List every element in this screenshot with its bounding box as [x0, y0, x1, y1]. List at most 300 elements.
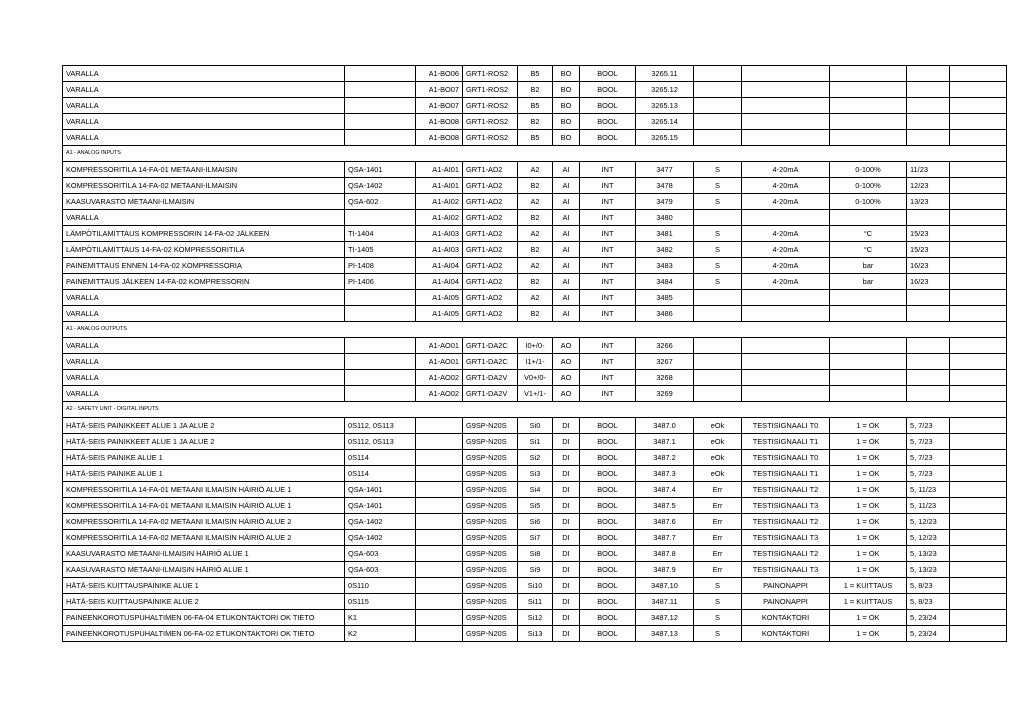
table-cell-col-12: 13/23: [907, 194, 950, 210]
table-cell-col-10: 4-20mA: [742, 162, 830, 178]
table-cell-col-12: 5, 7/23: [907, 466, 950, 482]
table-cell-col-6: BO: [553, 130, 580, 146]
table-cell-col-7: BOOL: [580, 578, 636, 594]
table-cell-col-3: A1-AI02: [416, 210, 463, 226]
table-cell-col-4: GRT1-AD2: [463, 162, 518, 178]
table-row: [63, 434, 1007, 450]
table-cell-col-1: HÄTÄ-SEIS PAINIKE ALUE 1: [63, 466, 345, 482]
table-cell-col-8: 3477: [636, 162, 694, 178]
table-cell-col-5: Si13: [518, 626, 553, 642]
table-cell-col-9: [694, 114, 742, 130]
table-body: [63, 66, 1007, 642]
table-cell-col-4: G9SP-N20S: [463, 498, 518, 514]
table-cell-col-11: bar: [830, 258, 907, 274]
table-cell-col-3: [416, 610, 463, 626]
table-cell-col-8: 3487.2: [636, 450, 694, 466]
table-cell-col-13: [950, 274, 1007, 290]
table-cell-col-12: [907, 82, 950, 98]
table-cell-col-5: A2: [518, 258, 553, 274]
table-cell-col-9: Err: [694, 498, 742, 514]
table-cell-col-13: [950, 226, 1007, 242]
table-cell-col-11: 1 = OK: [830, 530, 907, 546]
table-cell-col-8: 3484: [636, 274, 694, 290]
table-cell-col-2: QSA-603: [345, 546, 416, 562]
table-cell-col-2: 0S114: [345, 450, 416, 466]
table-cell-col-10: TESTISIGNAALI T0: [742, 418, 830, 434]
table-cell-col-7: BOOL: [580, 498, 636, 514]
table-cell-col-2: [345, 370, 416, 386]
table-cell-col-4: GRT1-ROS2: [463, 98, 518, 114]
table-cell-col-12: 12/23: [907, 178, 950, 194]
table-cell-col-6: BO: [553, 114, 580, 130]
table-cell-col-9: eOk: [694, 418, 742, 434]
table-row: [63, 226, 1007, 242]
table-cell-col-13: [950, 466, 1007, 482]
table-cell-col-7: BOOL: [580, 98, 636, 114]
table-cell-col-12: 5, 7/23: [907, 450, 950, 466]
table-cell-col-7: BOOL: [580, 418, 636, 434]
table-cell-col-1: KOMPRESSORITILA 14-FA-02 METAANI ILMAISIN HÄIRIÖ ALUE 2: [63, 514, 345, 530]
table-cell-col-13: [950, 514, 1007, 530]
table-cell-col-8: 3487.7: [636, 530, 694, 546]
table-cell-col-11: 0-100%: [830, 194, 907, 210]
table-cell-col-7: INT: [580, 242, 636, 258]
table-cell-col-4: GRT1-ROS2: [463, 82, 518, 98]
table-cell-col-2: QSA-1402: [345, 514, 416, 530]
table-cell-col-13: [950, 178, 1007, 194]
table-cell-col-6: AI: [553, 242, 580, 258]
table-cell-col-7: BOOL: [580, 114, 636, 130]
table-cell-col-2: [345, 338, 416, 354]
table-cell-col-12: 5, 11/23: [907, 498, 950, 514]
table-row: [63, 626, 1007, 642]
table-cell-col-2: [345, 210, 416, 226]
table-cell-col-5: Si2: [518, 450, 553, 466]
table-cell-col-13: [950, 562, 1007, 578]
table-cell-col-12: 5, 12/23: [907, 514, 950, 530]
table-cell-col-3: A1-AO01: [416, 354, 463, 370]
table-cell-col-3: A1-BO06: [416, 66, 463, 82]
table-cell-col-8: 3267: [636, 354, 694, 370]
table-cell-col-13: [950, 370, 1007, 386]
table-row: [63, 338, 1007, 354]
table-cell-col-8: 3487.3: [636, 466, 694, 482]
table-cell-col-13: [950, 258, 1007, 274]
table-row: [63, 530, 1007, 546]
section-label: A1 - ANALOG INPUTS: [63, 146, 1007, 162]
table-cell-col-11: [830, 98, 907, 114]
table-cell-col-8: 3487.8: [636, 546, 694, 562]
table-cell-col-10: TESTISIGNAALI T3: [742, 530, 830, 546]
table-cell-col-3: A1-AI04: [416, 274, 463, 290]
table-cell-col-6: AI: [553, 178, 580, 194]
table-cell-col-3: [416, 546, 463, 562]
table-cell-col-2: QSA-1401: [345, 162, 416, 178]
table-row: [63, 98, 1007, 114]
table-cell-col-3: [416, 578, 463, 594]
table-cell-col-3: A1-AO01: [416, 338, 463, 354]
table-cell-col-11: 1 = OK: [830, 514, 907, 530]
table-cell-col-13: [950, 162, 1007, 178]
table-cell-col-4: G9SP-N20S: [463, 562, 518, 578]
table-cell-col-9: [694, 386, 742, 402]
table-cell-col-13: [950, 386, 1007, 402]
table-cell-col-2: 0S112, 0S113: [345, 434, 416, 450]
table-cell-col-8: 3487.5: [636, 498, 694, 514]
table-cell-col-12: [907, 290, 950, 306]
table-cell-col-13: [950, 498, 1007, 514]
table-cell-col-4: GRT1-AD2: [463, 306, 518, 322]
table-cell-col-5: B2: [518, 114, 553, 130]
table-cell-col-13: [950, 242, 1007, 258]
table-cell-col-9: Err: [694, 530, 742, 546]
table-cell-col-2: 0S114: [345, 466, 416, 482]
table-cell-col-2: 0S110: [345, 578, 416, 594]
table-cell-col-5: B2: [518, 178, 553, 194]
table-cell-col-10: [742, 306, 830, 322]
table-cell-col-7: BOOL: [580, 130, 636, 146]
table-cell-col-6: AI: [553, 258, 580, 274]
table-cell-col-9: S: [694, 626, 742, 642]
table-row: [63, 498, 1007, 514]
table-cell-col-9: S: [694, 242, 742, 258]
table-cell-col-12: 15/23: [907, 226, 950, 242]
table-cell-col-10: TESTISIGNAALI T2: [742, 514, 830, 530]
table-cell-col-8: 3269: [636, 386, 694, 402]
table-cell-col-7: BOOL: [580, 66, 636, 82]
table-cell-col-1: VARALLA: [63, 290, 345, 306]
table-cell-col-2: 0S115: [345, 594, 416, 610]
table-cell-col-13: [950, 306, 1007, 322]
table-cell-col-4: G9SP-N20S: [463, 578, 518, 594]
table-cell-col-8: 3266: [636, 338, 694, 354]
table-cell-col-9: [694, 290, 742, 306]
table-cell-col-12: 5, 23/24: [907, 610, 950, 626]
table-cell-col-11: [830, 306, 907, 322]
table-cell-col-9: S: [694, 594, 742, 610]
table-cell-col-11: bar: [830, 274, 907, 290]
table-cell-col-11: 1 = OK: [830, 626, 907, 642]
table-cell-col-7: BOOL: [580, 514, 636, 530]
table-cell-col-7: INT: [580, 274, 636, 290]
table-cell-col-13: [950, 354, 1007, 370]
table-cell-col-1: VARALLA: [63, 354, 345, 370]
table-cell-col-8: 3487.13: [636, 626, 694, 642]
table-cell-col-13: [950, 82, 1007, 98]
table-cell-col-6: DI: [553, 434, 580, 450]
table-cell-col-5: Si0: [518, 418, 553, 434]
table-cell-col-4: GRT1-AD2: [463, 274, 518, 290]
table-cell-col-7: INT: [580, 370, 636, 386]
table-cell-col-13: [950, 482, 1007, 498]
table-cell-col-5: Si8: [518, 546, 553, 562]
table-cell-col-6: BO: [553, 82, 580, 98]
table-cell-col-5: I0+/0-: [518, 338, 553, 354]
table-cell-col-11: 1 = OK: [830, 562, 907, 578]
table-cell-col-13: [950, 434, 1007, 450]
table-cell-col-11: 1 = OK: [830, 482, 907, 498]
table-row: [63, 258, 1007, 274]
table-cell-col-1: VARALLA: [63, 306, 345, 322]
table-cell-col-2: TI-1405: [345, 242, 416, 258]
table-cell-col-5: B2: [518, 306, 553, 322]
table-cell-col-1: HÄTÄ-SEIS KUITTAUSPAINIKE ALUE 1: [63, 578, 345, 594]
table-cell-col-3: A1-AO02: [416, 370, 463, 386]
table-cell-col-6: AI: [553, 226, 580, 242]
table-cell-col-1: VARALLA: [63, 386, 345, 402]
table-cell-col-12: [907, 306, 950, 322]
table-cell-col-4: G9SP-N20S: [463, 594, 518, 610]
table-cell-col-3: [416, 434, 463, 450]
table-cell-col-8: 3487.9: [636, 562, 694, 578]
table-cell-col-10: [742, 354, 830, 370]
table-row: [63, 418, 1007, 434]
table-cell-col-9: eOk: [694, 434, 742, 450]
table-cell-col-2: [345, 66, 416, 82]
table-row: [63, 370, 1007, 386]
table-cell-col-5: B2: [518, 242, 553, 258]
table-cell-col-4: GRT1-AD2: [463, 194, 518, 210]
table-cell-col-13: [950, 418, 1007, 434]
table-cell-col-1: KOMPRESSORITILA 14-FA-01 METAANI ILMAISIN HÄIRIÖ ALUE 1: [63, 498, 345, 514]
table-cell-col-9: S: [694, 578, 742, 594]
table-cell-col-3: [416, 466, 463, 482]
table-cell-col-12: 5, 23/24: [907, 626, 950, 642]
table-row: [63, 578, 1007, 594]
table-cell-col-13: [950, 130, 1007, 146]
table-cell-col-2: [345, 114, 416, 130]
table-cell-col-5: V0+/0-: [518, 370, 553, 386]
table-cell-col-13: [950, 98, 1007, 114]
table-cell-col-5: B2: [518, 274, 553, 290]
table-row: [63, 274, 1007, 290]
table-cell-col-10: TESTISIGNAALI T1: [742, 466, 830, 482]
table-cell-col-11: [830, 290, 907, 306]
table-cell-col-10: TESTISIGNAALI T0: [742, 450, 830, 466]
table-cell-col-5: A2: [518, 162, 553, 178]
table-cell-col-6: BO: [553, 98, 580, 114]
table-cell-col-11: [830, 82, 907, 98]
table-cell-col-5: Si1: [518, 434, 553, 450]
table-cell-col-1: HÄTÄ-SEIS PAINIKKEET ALUE 1 JA ALUE 2: [63, 434, 345, 450]
table-cell-col-5: V1+/1-: [518, 386, 553, 402]
table-cell-col-5: Si5: [518, 498, 553, 514]
table-cell-col-8: 3485: [636, 290, 694, 306]
table-row: [63, 162, 1007, 178]
table-cell-col-8: 3486: [636, 306, 694, 322]
table-cell-col-9: S: [694, 610, 742, 626]
table-cell-col-10: TESTISIGNAALI T1: [742, 434, 830, 450]
table-cell-col-8: 3265.15: [636, 130, 694, 146]
table-row: [63, 610, 1007, 626]
table-cell-col-6: AI: [553, 194, 580, 210]
table-cell-col-5: Si6: [518, 514, 553, 530]
table-cell-col-10: [742, 82, 830, 98]
table-cell-col-13: [950, 290, 1007, 306]
table-cell-col-1: PAINEENKOROTUSPUHALTIMEN 06-FA-02 ETUKONTAKTORI OK TIETO: [63, 626, 345, 642]
table-cell-col-11: 1 = OK: [830, 418, 907, 434]
io-list-table: [62, 65, 1007, 642]
table-cell-col-12: 5, 12/23: [907, 530, 950, 546]
table-cell-col-7: INT: [580, 290, 636, 306]
table-cell-col-8: 3487.6: [636, 514, 694, 530]
table-cell-col-1: LÄMPÖTILAMITTAUS 14-FA-02 KOMPRESSORITILA: [63, 242, 345, 258]
table-cell-col-4: G9SP-N20S: [463, 418, 518, 434]
table-cell-col-1: KOMPRESSORITILA 14-FA-01 METAANI-ILMAISIN: [63, 162, 345, 178]
table-cell-col-5: A2: [518, 194, 553, 210]
table-cell-col-2: QSA-603: [345, 562, 416, 578]
table-cell-col-4: GRT1-AD2: [463, 258, 518, 274]
table-cell-col-7: BOOL: [580, 530, 636, 546]
section-header-row: [63, 146, 1007, 162]
table-cell-col-7: BOOL: [580, 434, 636, 450]
table-cell-col-4: GRT1-AD2: [463, 178, 518, 194]
table-cell-col-13: [950, 210, 1007, 226]
table-cell-col-11: 1 = KUITTAUS: [830, 578, 907, 594]
table-cell-col-3: A1-AO02: [416, 386, 463, 402]
table-cell-col-3: [416, 482, 463, 498]
table-cell-col-7: INT: [580, 226, 636, 242]
table-cell-col-9: S: [694, 226, 742, 242]
table-cell-col-1: VARALLA: [63, 338, 345, 354]
table-cell-col-5: Si9: [518, 562, 553, 578]
table-cell-col-2: K2: [345, 626, 416, 642]
table-cell-col-8: 3480: [636, 210, 694, 226]
table-cell-col-4: GRT1-DA2C: [463, 338, 518, 354]
table-cell-col-4: GRT1-DA2C: [463, 354, 518, 370]
table-cell-col-2: [345, 306, 416, 322]
table-cell-col-3: [416, 498, 463, 514]
table-cell-col-1: HÄTÄ-SEIS PAINIKE ALUE 1: [63, 450, 345, 466]
table-cell-col-5: Si11: [518, 594, 553, 610]
table-cell-col-13: [950, 546, 1007, 562]
table-cell-col-8: 3487.0: [636, 418, 694, 434]
table-cell-col-3: A1-BO07: [416, 98, 463, 114]
table-cell-col-5: B5: [518, 98, 553, 114]
table-cell-col-4: GRT1-DA2V: [463, 386, 518, 402]
table-cell-col-6: AI: [553, 274, 580, 290]
table-cell-col-10: 4-20mA: [742, 258, 830, 274]
table-cell-col-10: 4-20mA: [742, 178, 830, 194]
table-cell-col-8: 3265.14: [636, 114, 694, 130]
table-cell-col-9: [694, 210, 742, 226]
table-cell-col-2: [345, 130, 416, 146]
table-cell-col-10: 4-20mA: [742, 194, 830, 210]
table-cell-col-7: INT: [580, 162, 636, 178]
table-cell-col-11: 0-100%: [830, 178, 907, 194]
table-cell-col-9: [694, 338, 742, 354]
table-cell-col-3: [416, 450, 463, 466]
table-cell-col-4: G9SP-N20S: [463, 626, 518, 642]
table-cell-col-13: [950, 338, 1007, 354]
table-cell-col-2: 0S112, 0S113: [345, 418, 416, 434]
table-cell-col-5: Si12: [518, 610, 553, 626]
table-cell-col-9: [694, 354, 742, 370]
table-cell-col-13: [950, 114, 1007, 130]
table-cell-col-6: DI: [553, 514, 580, 530]
table-cell-col-12: 11/23: [907, 162, 950, 178]
table-cell-col-2: QSA-1401: [345, 482, 416, 498]
table-cell-col-10: TESTISIGNAALI T2: [742, 482, 830, 498]
table-cell-col-1: HÄTÄ-SEIS KUITTAUSPAINIKE ALUE 2: [63, 594, 345, 610]
table-cell-col-7: INT: [580, 306, 636, 322]
table-row: [63, 194, 1007, 210]
table-cell-col-4: G9SP-N20S: [463, 434, 518, 450]
table-cell-col-8: 3487.10: [636, 578, 694, 594]
table-cell-col-2: QSA-1401: [345, 498, 416, 514]
table-cell-col-5: B5: [518, 66, 553, 82]
table-row: [63, 178, 1007, 194]
table-cell-col-2: QSA-1402: [345, 178, 416, 194]
table-cell-col-12: 5, 8/23: [907, 594, 950, 610]
table-cell-col-10: [742, 210, 830, 226]
table-cell-col-1: VARALLA: [63, 114, 345, 130]
table-cell-col-5: Si10: [518, 578, 553, 594]
table-cell-col-2: PI-1408: [345, 258, 416, 274]
table-row: [63, 482, 1007, 498]
table-row: [63, 354, 1007, 370]
table-cell-col-3: A1-AI05: [416, 290, 463, 306]
table-cell-col-5: Si4: [518, 482, 553, 498]
table-cell-col-12: 5, 13/23: [907, 562, 950, 578]
table-cell-col-1: LÄMPÖTILAMITTAUS KOMPRESSORIN 14-FA-02 JÄLKEEN: [63, 226, 345, 242]
table-cell-col-11: 1 = OK: [830, 466, 907, 482]
table-row: [63, 290, 1007, 306]
table-cell-col-6: AI: [553, 306, 580, 322]
section-label: A1 - ANALOG OUTPUTS: [63, 322, 1007, 338]
table-cell-col-2: QSA-602: [345, 194, 416, 210]
table-cell-col-3: A1-AI02: [416, 194, 463, 210]
table-cell-col-1: PAINEENKOROTUSPUHALTIMEN 06-FA-04 ETUKONTAKTORI OK TIETO: [63, 610, 345, 626]
table-cell-col-9: S: [694, 274, 742, 290]
table-cell-col-7: INT: [580, 338, 636, 354]
table-cell-col-4: GRT1-ROS2: [463, 130, 518, 146]
table-cell-col-13: [950, 530, 1007, 546]
table-cell-col-7: BOOL: [580, 610, 636, 626]
table-cell-col-8: 3487.1: [636, 434, 694, 450]
table-cell-col-6: DI: [553, 418, 580, 434]
table-cell-col-9: S: [694, 194, 742, 210]
table-cell-col-13: [950, 66, 1007, 82]
table-cell-col-12: 5, 7/23: [907, 434, 950, 450]
table-cell-col-7: BOOL: [580, 450, 636, 466]
table-cell-col-6: DI: [553, 562, 580, 578]
table-cell-col-7: BOOL: [580, 594, 636, 610]
table-cell-col-4: GRT1-AD2: [463, 242, 518, 258]
table-cell-col-7: INT: [580, 386, 636, 402]
table-cell-col-5: Si7: [518, 530, 553, 546]
table-cell-col-7: BOOL: [580, 562, 636, 578]
table-cell-col-1: KOMPRESSORITILA 14-FA-02 METAANI ILMAISIN HÄIRIÖ ALUE 2: [63, 530, 345, 546]
table-cell-col-4: GRT1-AD2: [463, 210, 518, 226]
table-cell-col-7: BOOL: [580, 82, 636, 98]
table-cell-col-7: INT: [580, 194, 636, 210]
table-row: [63, 242, 1007, 258]
table-cell-col-10: KONTAKTORI: [742, 626, 830, 642]
section-header-row: [63, 402, 1007, 418]
table-cell-col-9: [694, 370, 742, 386]
table-cell-col-12: 5, 13/23: [907, 546, 950, 562]
table-cell-col-13: [950, 578, 1007, 594]
table-cell-col-10: PAINONAPPI: [742, 594, 830, 610]
table-cell-col-6: DI: [553, 546, 580, 562]
table-cell-col-9: eOk: [694, 466, 742, 482]
table-cell-col-6: DI: [553, 498, 580, 514]
table-cell-col-11: 1 = KUITTAUS: [830, 594, 907, 610]
table-cell-col-6: DI: [553, 594, 580, 610]
table-cell-col-4: G9SP-N20S: [463, 466, 518, 482]
table-cell-col-10: [742, 66, 830, 82]
